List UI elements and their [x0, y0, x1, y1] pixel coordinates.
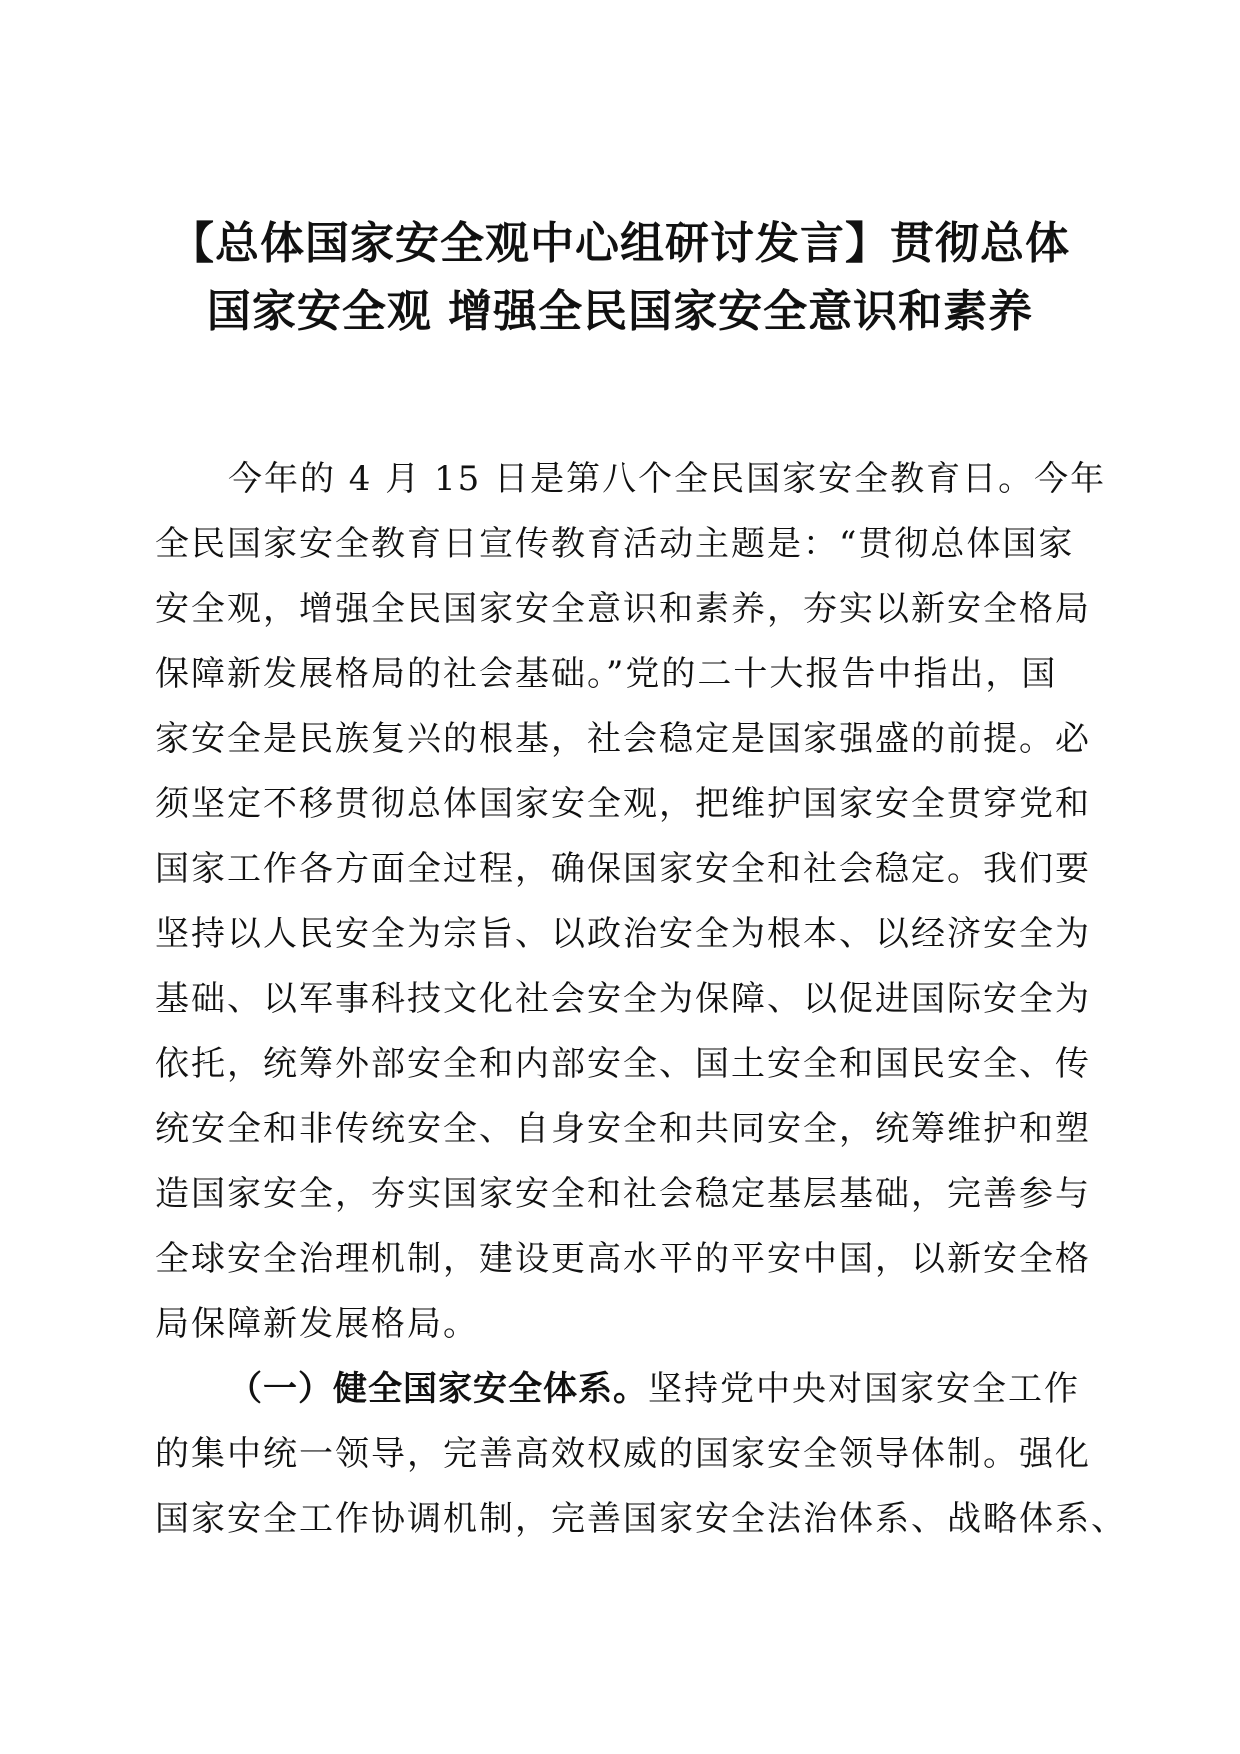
text-line: 全民国家安全教育日宣传教育活动主题是：“贯彻总体国家 — [155, 524, 1075, 564]
text-line: 国家安全工作协调机制，完善国家安全法治体系、战略体系、 — [155, 1499, 1127, 1539]
title-line-1: 【总体国家安全观中心组研讨发言】贯彻总体 — [170, 218, 1070, 269]
section-text: 坚持党中央对国家安全工作 — [648, 1369, 1080, 1409]
text-line: 安全观，增强全民国家安全意识和素养，夯实以新安全格局 — [155, 589, 1091, 629]
text-line: 坚持以人民安全为宗旨、以政治安全为根本、以经济安全为 — [155, 914, 1091, 954]
text-line: 国家工作各方面全过程，确保国家安全和社会稳定。我们要 — [155, 849, 1091, 889]
text-line: 依托，统筹外部安全和内部安全、国土安全和国民安全、传 — [155, 1044, 1091, 1084]
text-line: 今年的 4 月 15 日是第八个全民国家安全教育日。今年 — [228, 459, 1107, 499]
paragraph-intro — [155, 447, 1107, 1357]
text-line: 统安全和非传统安全、自身安全和共同安全，统筹维护和塑 — [155, 1109, 1091, 1149]
text-line: 局保障新发展格局。 — [155, 1304, 479, 1344]
text-line: 造国家安全，夯实国家安全和社会稳定基层基础，完善参与 — [155, 1174, 1091, 1214]
text-line: 保障新发展格局的社会基础。”党的二十大报告中指出，国 — [155, 654, 1058, 694]
text-line: 家安全是民族复兴的根基，社会稳定是国家强盛的前提。必 — [155, 719, 1091, 759]
document-title — [150, 210, 1090, 346]
text-line: 须坚定不移贯彻总体国家安全观，把维护国家安全贯穿党和 — [155, 784, 1091, 824]
section-heading: （一）健全国家安全体系。 — [228, 1369, 648, 1409]
title-line-2: 国家安全观 增强全民国家安全意识和素养 — [206, 286, 1034, 337]
text-line: 基础、以军事科技文化社会安全为保障、以促进国际安全为 — [155, 979, 1091, 1019]
paragraph-section-1 — [155, 1357, 1127, 1552]
document-body — [155, 447, 1127, 1552]
text-line — [155, 1357, 1085, 1422]
text-line: 全球安全治理机制，建设更高水平的平安中国，以新安全格 — [155, 1239, 1091, 1279]
text-line: 的集中统一领导，完善高效权威的国家安全领导体制。强化 — [155, 1434, 1091, 1474]
